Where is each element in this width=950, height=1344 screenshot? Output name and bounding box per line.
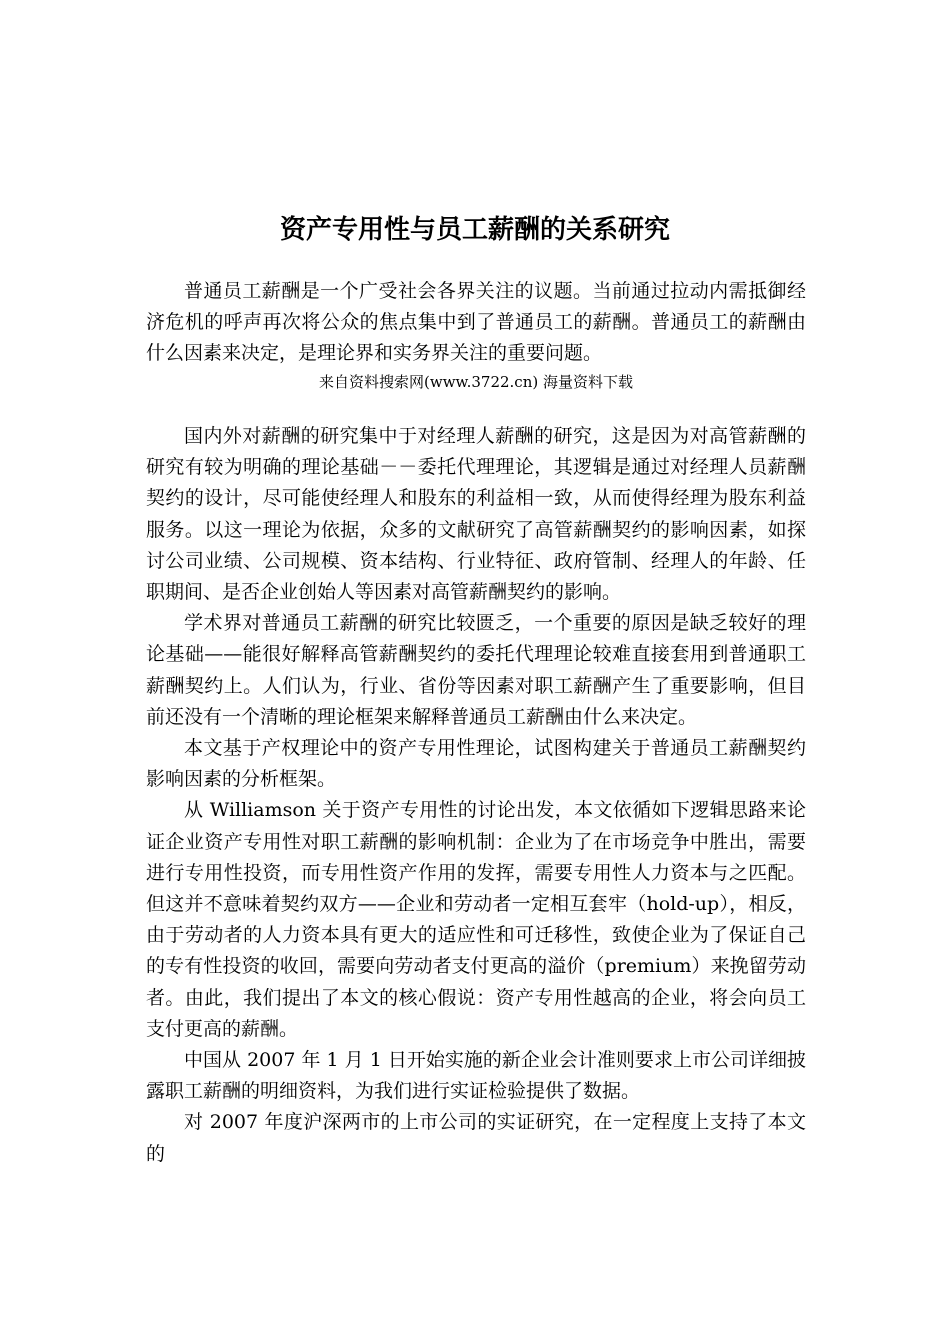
intro-paragraph: 普通员工薪酬是一个广受社会各界关注的议题。当前通过拉动内需抵御经济危机的呼声再次将公众的焦点集中到了普通员工的薪酬。普通员工的薪酬由什么因素来决定，是理论界和实务界关注的重要问题。 <box>146 280 806 365</box>
document-title: 资产专用性与员工薪酬的关系研究 <box>279 215 670 245</box>
paragraph-2: 学术界对普通员工薪酬的研究比较匮乏，一个重要的原因是缺乏较好的理论基础——能很好解释高管薪酬契约的委托代理理论较难直接套用到普通职工薪酬契约上。人们认为，行业、省份等因素对职工薪酬产生了重要影响，但目前还没有一个清晰的理论框架来解释普通员工薪酬由什么来决定。 <box>146 612 806 728</box>
paragraph-5: 中国从 2007 年 1 月 1 日开始实施的新企业会计准则要求上市公司详细披露职工薪酬的明细资料，为我们进行实证检验提供了数据。 <box>146 1049 806 1103</box>
paragraph-3: 本文基于产权理论中的资产专用性理论，试图构建关于普通员工薪酬契约影响因素的分析框架。 <box>146 737 806 791</box>
paragraph-1: 国内外对薪酬的研究集中于对经理人薪酬的研究，这是因为对高管薪酬的研究有较为明确的理论基础－－委托代理理论，其逻辑是通过对经理人员薪酬契约的设计，尽可能使经理人和股东的利益相一致，从而使得经理为股东利益服务。以这一理论为依据，众多的文献研究了高管薪酬契约的影响因素，如探讨公司业绩、公司规模、资本结构、行业特征、政府管制、经理人的年龄、任职期间、是否企业创始人等因素对高管薪酬契约的影响。 <box>146 425 806 604</box>
paragraph-6: 对 2007 年度沪深两市的上市公司的实证研究，在一定程度上支持了本文的 <box>146 1111 806 1165</box>
main-section <box>146 421 806 1170</box>
intro-section <box>146 276 806 394</box>
source-note: 来自资料搜索网(www.3722.cn) 海量资料下载 <box>319 372 633 391</box>
paragraph-4: 从 Williamson 关于资产专用性的讨论出发，本文依循如下逻辑思路来论证企业资产专用性对职工薪酬的影响机制：企业为了在市场竞争中胜出，需要进行专用性投资，而专用性资产作用的发挥，需要专用性人力资本与之匹配。但这并不意味着契约双方——企业和劳动者一定相互套牢（hold-up），相反，由于劳动者的人力资本具有更大的适应性和可迁移性，致使企业为了保证自己的专有性投资的收回，需要向劳动者支付更高的溢价（premium）来挽留劳动者。由此，我们提出了本文的核心假说：资产专用性越高的企业，将会向员工支付更高的薪酬。 <box>146 799 806 1040</box>
